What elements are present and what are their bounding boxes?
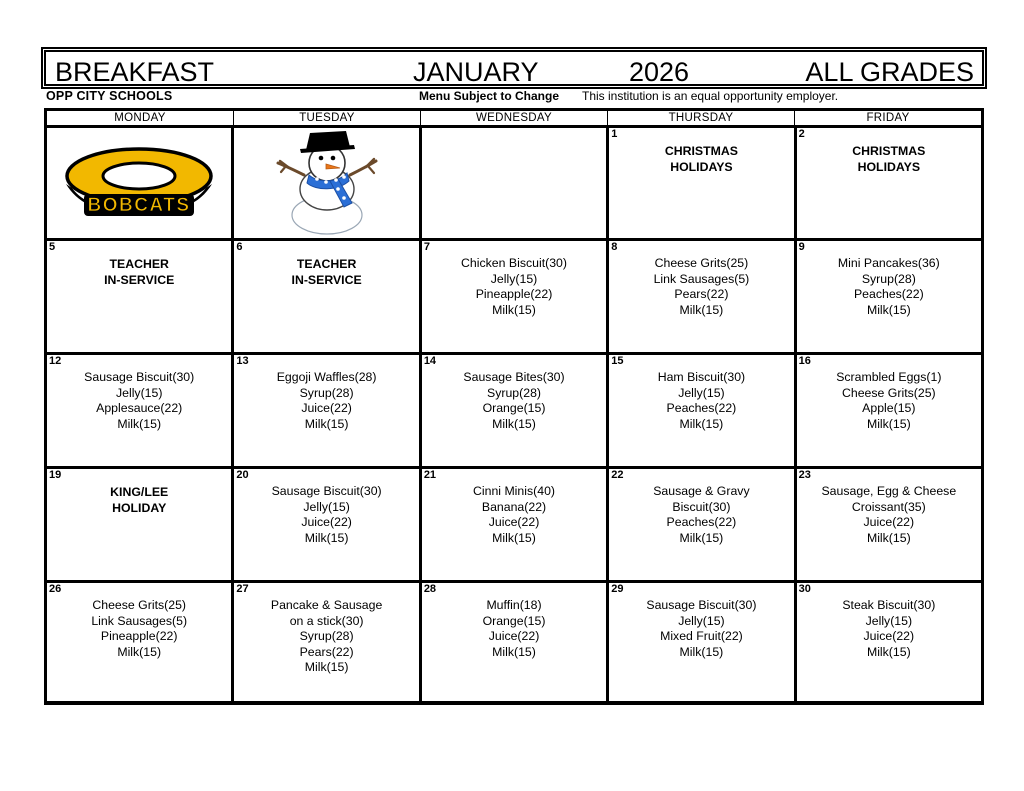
special-note (50, 256, 228, 288)
menu-item: Peaches(22) (853, 287, 924, 301)
bobcats-logo-icon (50, 129, 228, 236)
menu-item: Syrup(28) (861, 271, 916, 286)
calendar-day-cell[interactable] (234, 469, 421, 580)
menu-item: Sausage Biscuit(30) (84, 370, 195, 384)
special-line: CHRISTMAS (852, 144, 926, 158)
menu-items (425, 484, 603, 546)
calendar-day-cell[interactable] (422, 355, 609, 466)
weekday-header-thursday: THURSDAY (608, 111, 795, 125)
special-line: IN-SERVICE (104, 273, 175, 287)
special-line: TEACHER (109, 257, 169, 271)
calendar-week-row (47, 128, 981, 241)
calendar-day-cell[interactable] (47, 583, 234, 701)
menu-items (612, 370, 790, 432)
calendar-day-cell[interactable] (47, 469, 234, 580)
snowman-icon (237, 129, 415, 236)
special-line: TEACHER (296, 257, 357, 271)
calendar-day-cell[interactable] (234, 583, 421, 701)
menu-item: Milk(15) (117, 644, 162, 659)
menu-item: Juice(22) (488, 629, 540, 643)
calendar-day-cell[interactable] (422, 583, 609, 701)
day-number: 7 (423, 241, 430, 253)
day-number: 26 (49, 583, 62, 595)
special-line: HOLIDAYS (670, 160, 733, 174)
calendar-day-cell[interactable] (609, 469, 796, 580)
special-line: CHRISTMAS (664, 144, 738, 158)
menu-item: Jelly(15) (303, 499, 350, 514)
calendar-week-row (47, 583, 981, 701)
menu-item: Jelly(15) (865, 613, 913, 628)
day-number: 29 (611, 583, 624, 595)
menu-items (800, 484, 978, 546)
menu-item: Milk(15) (866, 530, 911, 545)
special-line: IN-SERVICE (291, 273, 362, 287)
menu-item: Jelly(15) (678, 613, 725, 628)
day-number: 19 (49, 469, 62, 481)
day-number: 28 (423, 583, 437, 595)
menu-item: Sausage Bites(30) (463, 370, 565, 384)
calendar-day-cell[interactable] (609, 241, 796, 352)
special-line: KING/LEE (110, 485, 169, 499)
menu-item: Milk(15) (492, 644, 536, 659)
calendar-day-cell[interactable] (47, 355, 234, 466)
menu-item: Milk(15) (304, 530, 349, 545)
svg-text:BOBCATS: BOBCATS (87, 194, 191, 216)
special-note (800, 143, 978, 175)
day-number: 20 (236, 469, 249, 481)
calendar-day-cell[interactable] (797, 355, 981, 466)
day-number: 12 (49, 355, 62, 367)
special-note (50, 484, 228, 516)
menu-item: Juice(22) (301, 401, 352, 415)
menu-item: Mini Pancakes(36) (837, 256, 940, 270)
calendar-day-cell[interactable] (797, 469, 981, 580)
menu-items (425, 370, 603, 432)
menu-item: Banana(22) (481, 499, 547, 514)
day-number: 1 (611, 128, 618, 140)
menu-item: Pineapple(22) (475, 287, 553, 301)
menu-item: Pineapple(22) (100, 629, 178, 643)
menu-item: Sausage, Egg & Cheese (821, 484, 957, 498)
menu-item: Croissant(35) (851, 499, 926, 514)
calendar-week-row (47, 469, 981, 583)
menu-item: Syrup(28) (299, 629, 354, 643)
day-number: 30 (798, 583, 811, 595)
day-number: 8 (611, 241, 618, 253)
menu-item: Jelly(15) (490, 271, 538, 286)
menu-item: Cheese Grits(25) (92, 598, 187, 612)
menu-item: Cheese Grits(25) (842, 385, 936, 400)
calendar-week-row (47, 355, 981, 469)
menu-item: Milk(15) (492, 530, 536, 545)
menu-item: Steak Biscuit(30) (842, 598, 936, 612)
menu-item: Link Sausages(5) (653, 271, 750, 286)
menu-item: Peaches(22) (666, 401, 737, 415)
menu-item: Juice(22) (863, 515, 915, 529)
menu-item: Pancake & Sausage (270, 598, 383, 612)
menu-items (612, 598, 790, 660)
special-line: HOLIDAYS (857, 160, 921, 174)
menu-item: Applesauce(22) (96, 401, 183, 415)
calendar-day-cell[interactable] (609, 128, 796, 238)
year-title: 2026 (629, 57, 690, 87)
menu-item: Milk(15) (679, 644, 724, 659)
menu-item: Muffin(18) (486, 598, 542, 612)
weekday-header-tuesday: TUESDAY (234, 111, 421, 125)
calendar-day-cell[interactable] (422, 128, 609, 238)
calendar-day-cell[interactable] (797, 583, 981, 701)
menu-item: Cheese Grits(25) (654, 256, 749, 270)
menu-item: Link Sausages(5) (91, 613, 188, 628)
meal-type-title: BREAKFAST (55, 57, 215, 87)
weekday-header-friday: FRIDAY (866, 112, 910, 124)
menu-item: Mixed Fruit(22) (660, 629, 743, 643)
weekday-header-row (47, 111, 981, 128)
calendar-day-cell[interactable] (234, 355, 421, 466)
day-number: 16 (798, 355, 811, 367)
menu-item: Juice(22) (301, 515, 352, 529)
calendar-week-row (47, 241, 981, 355)
menu-items (237, 598, 415, 676)
menu-item: Chicken Biscuit(30) (461, 256, 567, 270)
menu-item: Milk(15) (679, 302, 724, 317)
menu-item: Jelly(15) (115, 385, 163, 400)
menu-items (612, 256, 790, 318)
day-number: 5 (49, 241, 56, 253)
menu-item: Juice(22) (863, 629, 915, 643)
menu-item: Sausage Biscuit(30) (646, 598, 757, 612)
menu-item: Milk(15) (492, 302, 536, 317)
day-number: 9 (798, 241, 805, 253)
menu-item: Milk(15) (304, 416, 349, 431)
calendar-day-cell[interactable] (47, 241, 234, 352)
menu-item: Sausage Biscuit(30) (271, 484, 382, 498)
menu-item: Peaches(22) (666, 515, 737, 529)
menu-item: on a stick(30) (289, 613, 364, 628)
menu-item: Eggoji Waffles(28) (276, 370, 377, 384)
day-number: 23 (798, 469, 811, 481)
menu-item: Orange(15) (482, 401, 546, 415)
month-title: JANUARY (413, 57, 539, 87)
special-note (612, 143, 790, 175)
menu-items (237, 484, 415, 546)
menu-item: Milk(15) (866, 302, 911, 317)
weekday-header-wednesday: WEDNESDAY (421, 111, 608, 125)
special-line: HOLIDAY (112, 501, 167, 515)
calendar-day-cell[interactable] (234, 128, 421, 238)
calendar-day-cell[interactable] (797, 128, 981, 238)
calendar-day-cell[interactable] (609, 355, 796, 466)
menu-item: Apple(15) (862, 401, 916, 415)
day-number: 2 (798, 128, 805, 140)
menu-item: Milk(15) (492, 416, 536, 431)
menu-item: Pears(22) (299, 644, 354, 659)
menu-item: Milk(15) (117, 416, 162, 431)
menu-item: Syrup(28) (299, 385, 354, 400)
district-name: OPP CITY SCHOOLS (46, 89, 173, 103)
day-number: 22 (611, 469, 624, 481)
menu-item: Jelly(15) (678, 385, 725, 400)
menu-item: Milk(15) (679, 530, 724, 545)
menu-item: Pears(22) (674, 287, 729, 301)
calendar-title-bar (44, 50, 984, 86)
menu-items (800, 598, 978, 660)
day-number: 21 (423, 469, 437, 481)
day-number: 15 (611, 355, 624, 367)
menu-items (50, 370, 228, 432)
menu-items (50, 598, 228, 660)
menu-item: Scrambled Eggs(1) (836, 370, 942, 384)
calendar-subheader (44, 89, 984, 105)
calendar-grid (44, 108, 984, 705)
day-number: 13 (236, 355, 249, 367)
menu-item: Milk(15) (679, 416, 724, 431)
menu-item: Milk(15) (866, 416, 911, 431)
menu-item: Orange(15) (482, 613, 546, 628)
menu-items (425, 256, 603, 318)
menu-item: Milk(15) (304, 660, 349, 674)
calendar-day-cell[interactable] (234, 241, 421, 352)
grade-level-title: ALL GRADES (805, 57, 974, 87)
menu-item: Cinni Minis(40) (473, 484, 556, 498)
menu-item: Sausage & Gravy (653, 484, 750, 498)
menu-subject-to-change-note: Menu Subject to Change (419, 89, 560, 103)
menu-items (612, 484, 790, 546)
equal-opportunity-notice: This institution is an equal opportunity employer. (582, 89, 839, 103)
calendar-day-cell[interactable] (47, 128, 234, 238)
menu-item: Biscuit(30) (672, 499, 731, 514)
weekday-header-monday: MONDAY (47, 111, 234, 125)
menu-item: Milk(15) (866, 644, 911, 659)
menu-item: Syrup(28) (487, 385, 542, 400)
calendar-day-cell[interactable] (797, 241, 981, 352)
calendar-day-cell[interactable] (609, 583, 796, 701)
day-number: 14 (423, 355, 437, 367)
calendar-day-cell[interactable] (422, 241, 609, 352)
special-note (237, 256, 415, 288)
menu-items (800, 370, 978, 432)
menu-items (800, 256, 978, 318)
menu-items (237, 370, 415, 432)
calendar-day-cell[interactable] (422, 469, 609, 580)
menu-item: Ham Biscuit(30) (657, 370, 746, 384)
menu-item: Juice(22) (488, 515, 540, 529)
day-number: 27 (236, 583, 249, 595)
menu-items (425, 598, 603, 660)
day-number: 6 (236, 241, 243, 253)
